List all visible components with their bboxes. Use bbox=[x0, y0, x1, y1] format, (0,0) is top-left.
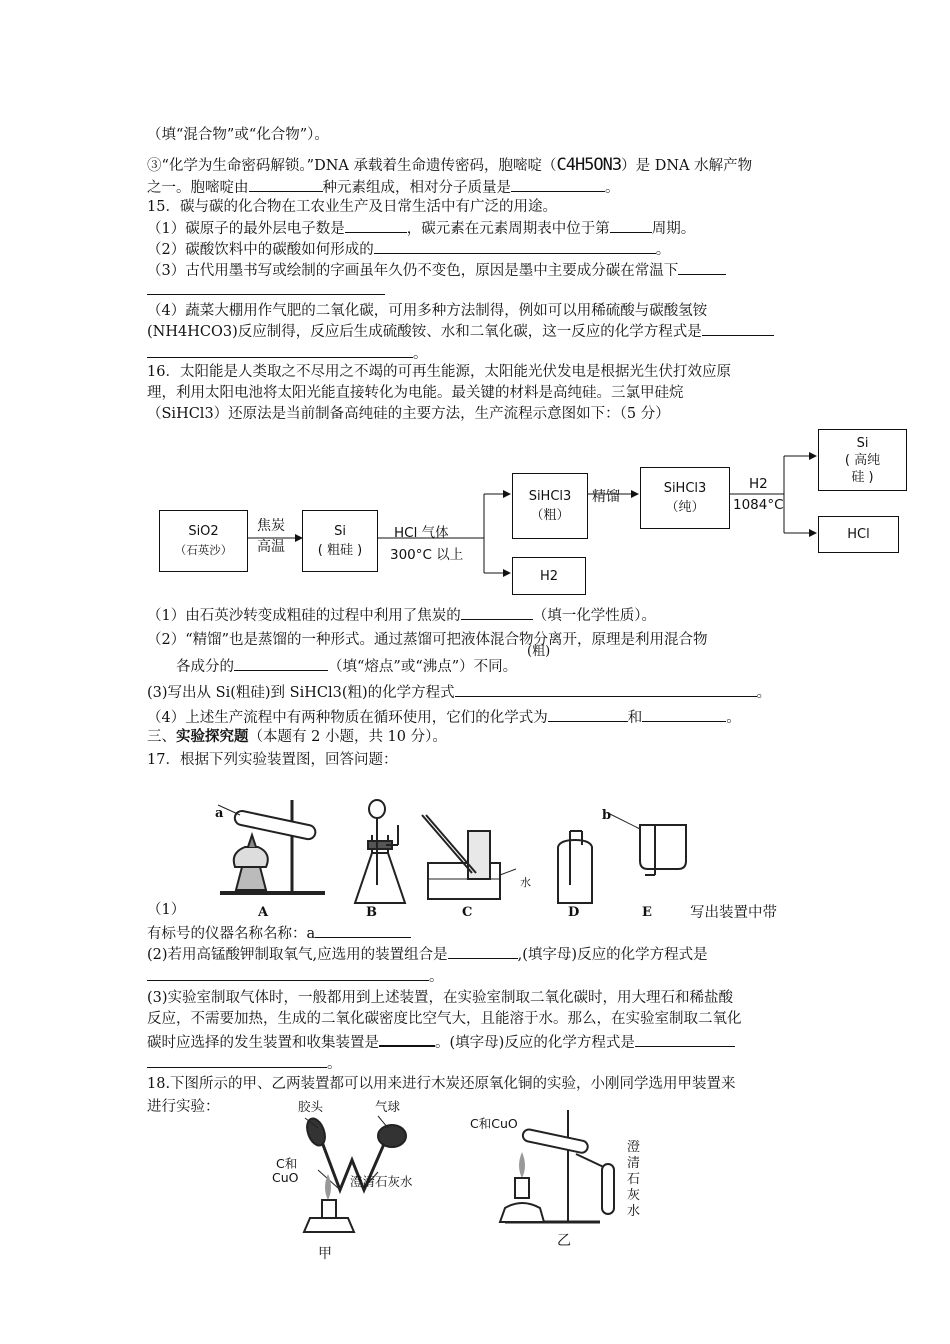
answer-blank[interactable] bbox=[548, 706, 628, 722]
q16-1-text-b: （填一化学性质）。 bbox=[532, 608, 656, 624]
q15-1-text-b: ，碳元素在元素周期表中位于第 bbox=[406, 221, 610, 237]
flow-box-si-pure bbox=[818, 429, 907, 491]
caption-jia: 甲 bbox=[318, 1246, 332, 1262]
mark-a: a bbox=[215, 806, 224, 821]
limewater-char-5: 水 bbox=[627, 1204, 641, 1219]
q16-part1 bbox=[147, 604, 656, 626]
limewater-char-2: 清 bbox=[627, 1156, 641, 1171]
flow-box-si-crude bbox=[302, 510, 378, 572]
apparatus-label-d: D bbox=[568, 905, 580, 920]
answer-blank[interactable] bbox=[455, 681, 757, 697]
q15-2-text-a: （2）碳酸饮料中的碳酸如何形成的 bbox=[147, 242, 374, 258]
flow-box-hcl bbox=[818, 516, 899, 553]
hcl-label: HCl bbox=[847, 527, 870, 542]
q17-2-text-c: 。 bbox=[429, 969, 444, 985]
q17-part3-d bbox=[147, 1052, 342, 1074]
h2-label: H2 bbox=[539, 568, 559, 584]
answer-blank[interactable] bbox=[147, 965, 429, 981]
si-pure-sub1: ( 高纯 bbox=[844, 452, 881, 468]
q17-part3-b: 反应，不需要加热，生成的二氧化碳密度比空气大，且能溶于水。那么，在实验室制取二氧化 bbox=[147, 1011, 742, 1027]
cytosine-text-a: 之一。胞嘧啶由 bbox=[147, 180, 249, 196]
label-c-and: C和 bbox=[276, 1156, 298, 1171]
si-pure-sub2: 硅 ) bbox=[851, 469, 874, 485]
q17-part2 bbox=[147, 943, 708, 965]
q17-part1: （1） bbox=[147, 902, 186, 918]
question-15: 15．碳与碳的化合物在工农业生产及日常生活中有广泛的用途。 bbox=[147, 199, 557, 215]
cytosine-text-c: 。 bbox=[605, 180, 620, 196]
q16-3-text-b: 。 bbox=[756, 685, 772, 701]
arrow4-label-bottom: 1084°C bbox=[733, 497, 784, 513]
cytosine-formula: C4H5ON3 bbox=[556, 155, 622, 175]
si-label: Si bbox=[334, 524, 346, 539]
question-18: 18.下图所示的甲、乙两装置都可以用来进行木炭还原氧化铜的实验，小刚同学选用甲装置来 bbox=[147, 1076, 736, 1092]
answer-blank[interactable] bbox=[642, 706, 726, 722]
arrow2-label-bottom: 300°C 以上 bbox=[390, 547, 464, 563]
sihcl3-crude-sub: （粗） bbox=[530, 508, 570, 523]
q15-2-text-b: 。 bbox=[655, 242, 671, 258]
limewater-char-4: 灰 bbox=[627, 1188, 641, 1203]
sio2-label: SiO2 bbox=[188, 524, 219, 539]
answer-blank[interactable] bbox=[234, 655, 328, 671]
q15-part4: （4）蔬菜大棚用作气肥的二氧化碳，可用多种方法制得，例如可以用稀硫酸与碳酸氢铵 bbox=[147, 303, 708, 319]
answer-blank[interactable] bbox=[379, 1030, 435, 1047]
answer-blank[interactable] bbox=[461, 604, 533, 620]
q16-4-text-b: 和 bbox=[627, 710, 643, 726]
cytosine-text-b: 种元素组成，相对分子质量是 bbox=[322, 180, 511, 196]
line-fill-mixture: （填“混合物”或“化合物”）。 bbox=[147, 127, 329, 143]
section-3-number: 三、 bbox=[147, 729, 176, 745]
question-17: 17．根据下列实验装置图，回答问题： bbox=[147, 752, 398, 768]
q15-1-text-c: 周期。 bbox=[651, 221, 696, 237]
q16-4-text-c: 。 bbox=[726, 710, 741, 726]
q17-1-text-c: 有标号的仪器名称名称：a bbox=[147, 926, 316, 942]
q15-3-text: （3）古代用墨书写或绘制的字画虽年久仍不变色，原因是墨中主要成分碳在常温下 bbox=[147, 263, 679, 279]
q16-part2-b bbox=[176, 655, 517, 677]
question-16-c: （SiHCl3）还原法是当前制备高纯硅的主要方法，生产流程示意图如下：（5 分） bbox=[147, 406, 670, 422]
label-cuo: CuO bbox=[272, 1170, 299, 1185]
q16-part2: （2）“精馏”也是蒸馏的一种形式。通过蒸馏可把液体混合物分离开，原理是利用混合物 bbox=[147, 632, 708, 648]
arrow2-label-top: HCl 气体 bbox=[394, 525, 449, 541]
q16-3-text-a: (3)写出从 Si(粗硅)到 SiHCl3(粗)的化学方程式 bbox=[147, 685, 455, 701]
q16-part3 bbox=[147, 681, 771, 703]
sio2-sub: （石英沙） bbox=[174, 543, 233, 557]
si-pure-label: Si bbox=[856, 435, 869, 451]
q15-4-text-c: 。 bbox=[413, 346, 428, 362]
q17-part2-b bbox=[147, 965, 444, 987]
arrow3-label: 精馏 bbox=[592, 489, 620, 505]
question-18-b: 进行实验： bbox=[147, 1099, 220, 1115]
q17-3-text-c: 碳时应选择的发生装置和收集装置是 bbox=[147, 1035, 379, 1051]
si-sub: ( 粗硅 ) bbox=[317, 543, 363, 558]
q17-2-text-a: (2)若用高锰酸钾制取氧气,应选用的装置组合是 bbox=[147, 947, 448, 963]
q17-part3: (3)实验室制取气体时，一般都用到上述装置，在实验室制取二氧化碳时，用大理石和稀盐酸 bbox=[147, 990, 734, 1006]
answer-blank[interactable] bbox=[635, 1031, 735, 1047]
apparatus-label-c: C bbox=[462, 905, 473, 920]
limewater-char-3: 石 bbox=[627, 1172, 641, 1187]
sihcl3-pure-label: SiHCl3 bbox=[663, 481, 707, 496]
water-label: 水 bbox=[520, 876, 531, 889]
stray-crude-label: (粗) bbox=[527, 644, 551, 659]
q17-2-text-b: ,(填字母)反应的化学方程式是 bbox=[517, 947, 708, 963]
section-3-title: 实验探究题 bbox=[176, 728, 249, 745]
arrow1-label-top: 焦炭 bbox=[257, 518, 285, 534]
answer-blank[interactable] bbox=[315, 922, 411, 938]
label-balloon: 气球 bbox=[375, 1099, 401, 1114]
dna-text-a: ③“化学为生命密码解锁。”DNA 承载着生命遗传密码，胞嘧啶（ bbox=[147, 158, 557, 174]
label-rubber-bulb: 胶头 bbox=[298, 1099, 324, 1114]
question-16: 16．太阳能是人类取之不尽用之不竭的可再生能源，太阳能光伏发电是根据光生伏打效应原 bbox=[147, 364, 731, 380]
flow-box-sihcl3-pure bbox=[640, 467, 730, 529]
answer-blank[interactable] bbox=[147, 1052, 327, 1068]
q15-1-text-a: （1）碳原子的最外层电子数是 bbox=[147, 221, 345, 237]
q17-part1-right: 写出装置中带 bbox=[690, 905, 777, 921]
q16-4-text-a: （4）上述生产流程中有两种物质在循环使用，它们的化学式为 bbox=[147, 710, 548, 726]
q16-part4 bbox=[147, 706, 741, 728]
sihcl3-pure-sub: （纯） bbox=[665, 500, 705, 515]
q17-part1-b bbox=[147, 922, 411, 944]
mark-b: b bbox=[602, 808, 612, 823]
label-c-cuo-yi: C和CuO bbox=[470, 1116, 518, 1131]
question-16-b: 理，利用太阳电池将太阳光能直接转化为电能。最关键的材料是高纯硅。三氯甲硅烷 bbox=[147, 385, 684, 401]
apparatus-label-e: E bbox=[642, 905, 652, 920]
caption-yi: 乙 bbox=[557, 1233, 571, 1249]
dna-text-b: ）是 DNA 水解产物 bbox=[621, 158, 753, 174]
label-limewater-yi bbox=[627, 1140, 640, 1220]
section-3-heading bbox=[147, 727, 447, 747]
q17-part3-c bbox=[147, 1030, 735, 1053]
q17-3-text-d: 。(填字母)反应的化学方程式是 bbox=[435, 1035, 635, 1051]
apparatus-label-a: A bbox=[258, 905, 269, 920]
q17-3-text-e: 。 bbox=[327, 1056, 342, 1072]
answer-blank[interactable] bbox=[448, 943, 518, 959]
q16-1-text-a: （1）由石英沙转变成粗硅的过程中利用了焦炭的 bbox=[147, 608, 461, 624]
arrow1-label-bottom: 高温 bbox=[257, 539, 285, 555]
arrow4-label-top: H2 bbox=[749, 476, 768, 492]
flow-box-sihcl3-crude bbox=[512, 473, 588, 539]
q16-2-text-c: （填“熔点”或“沸点”）不同。 bbox=[328, 659, 518, 675]
q15-4-text-b: (NH4HCO3)反应制得，反应后生成硫酸铵、水和二氧化碳，这一反应的化学方程式是 bbox=[147, 324, 702, 340]
flow-box-h2 bbox=[512, 557, 586, 595]
section-3-note: （本题有 2 小题，共 10 分）。 bbox=[248, 729, 447, 745]
flow-box-sio2 bbox=[159, 510, 248, 572]
flow-arrows bbox=[0, 0, 950, 620]
apparatus-label-b: B bbox=[366, 905, 377, 920]
q16-2-text-b: 各成分的 bbox=[176, 659, 234, 675]
sihcl3-crude-label: SiHCl3 bbox=[528, 489, 572, 504]
limewater-char-1: 澄 bbox=[627, 1140, 641, 1155]
label-limewater-jia: 澄清石灰水 bbox=[350, 1174, 413, 1189]
